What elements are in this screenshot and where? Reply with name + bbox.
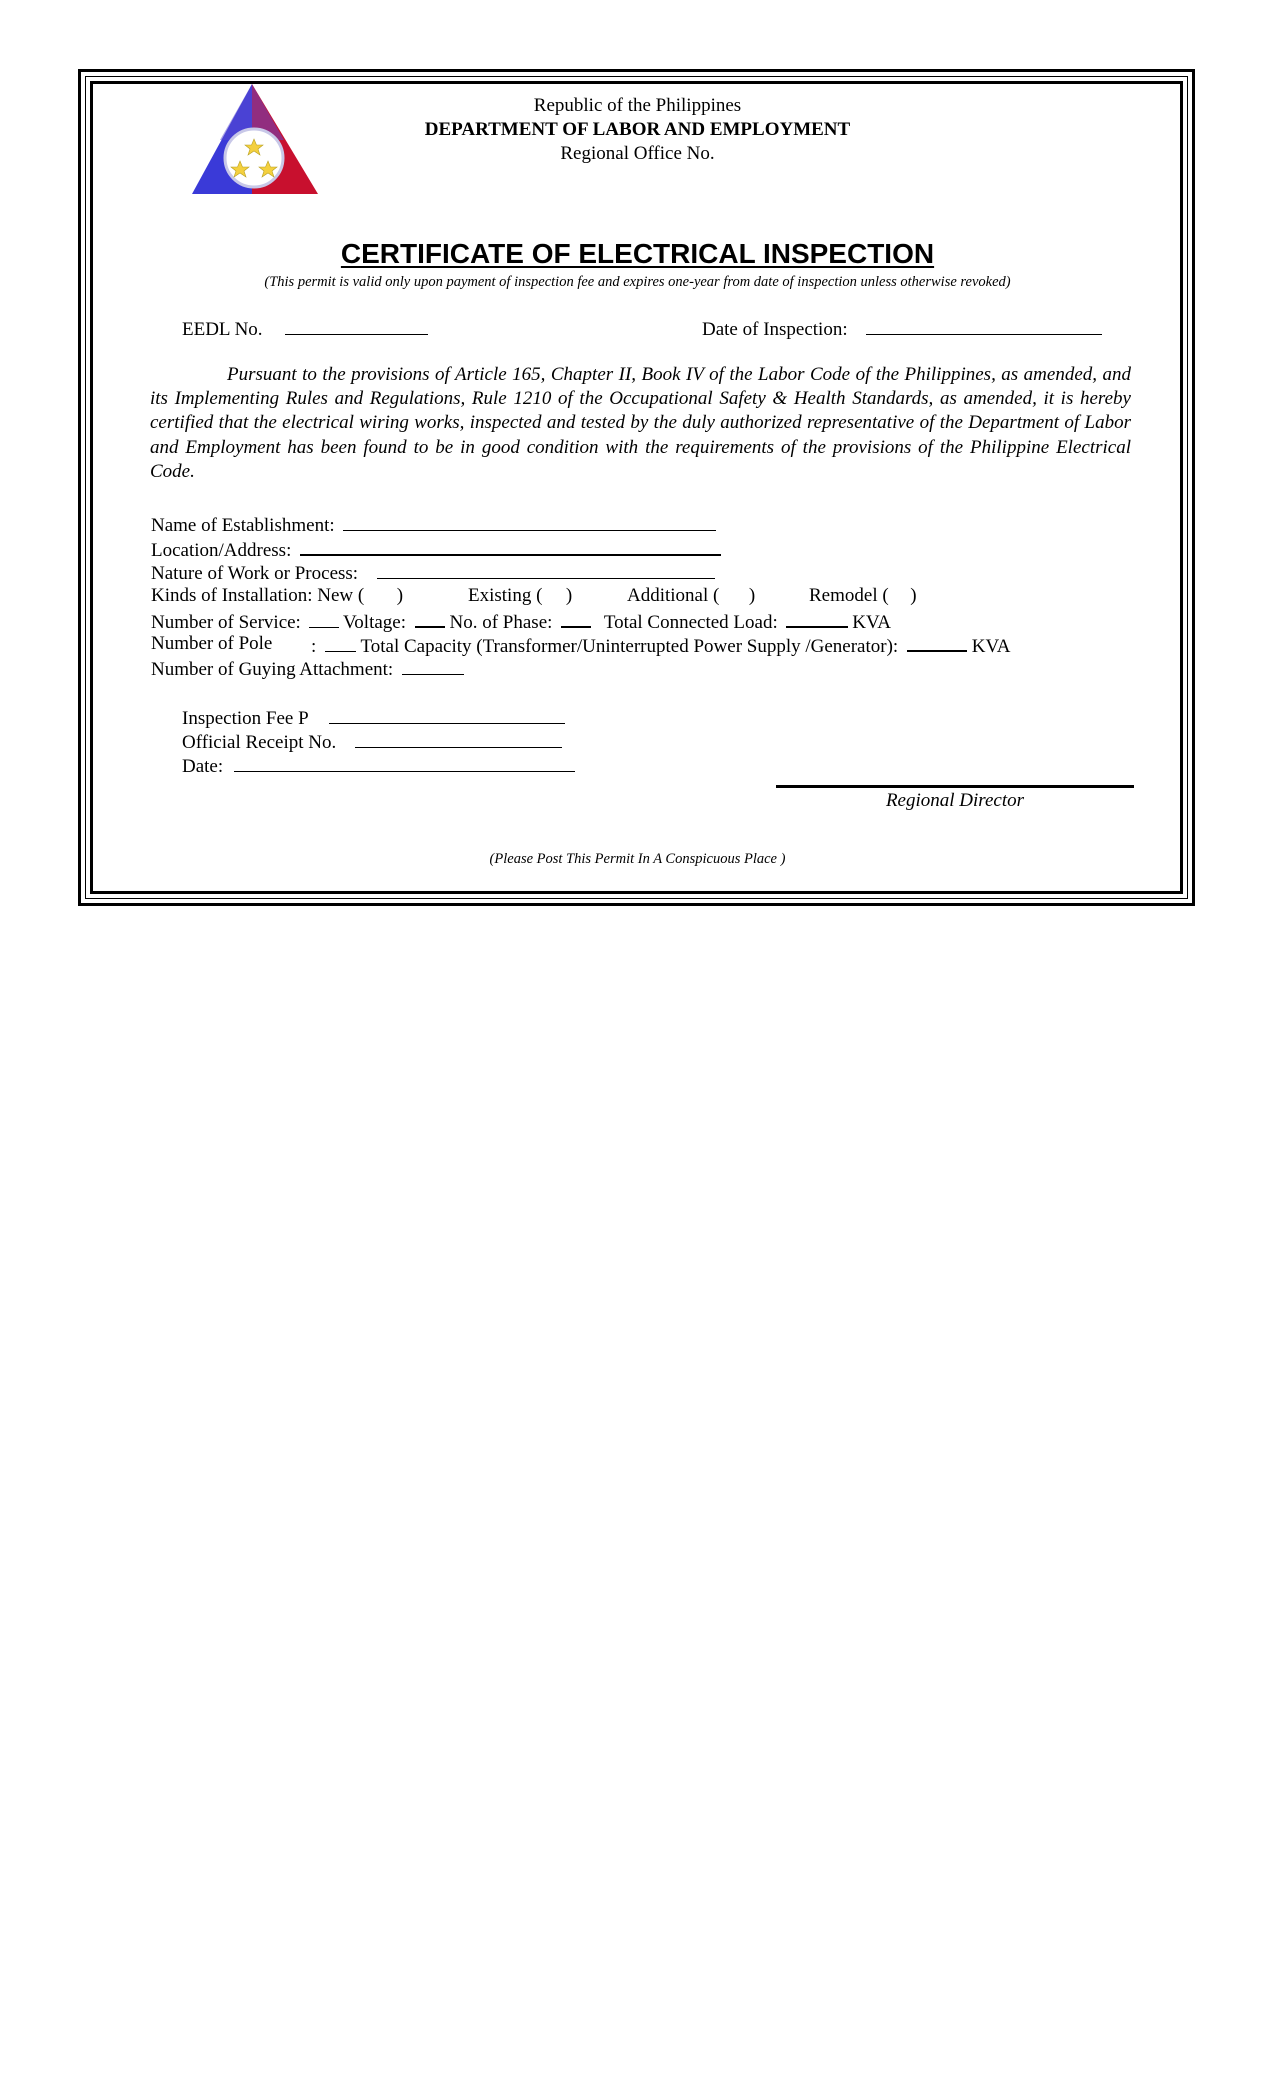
number-of-pole-label: Number of Pole: [151, 633, 273, 654]
inspection-fee-field: [182, 705, 565, 731]
post-permit-note: (Please Post This Permit In A Conspicuous Place ): [489, 851, 786, 867]
payment-date-field: [182, 753, 575, 779]
installation-new-close: ): [396, 585, 404, 606]
inspection-date-blank[interactable]: [866, 316, 1102, 335]
signature-line[interactable]: [776, 785, 1134, 788]
total-capacity-blank[interactable]: [907, 632, 967, 652]
pole-label-cell: [151, 632, 272, 656]
phase-blank[interactable]: [561, 608, 591, 628]
establishment-name-label: Name of Establishment:: [151, 515, 335, 536]
number-of-service-label: Number of Service:: [151, 612, 301, 633]
payment-date-blank[interactable]: [234, 753, 575, 772]
location-address-label: Location/Address:: [151, 540, 292, 561]
installation-existing-option: [468, 584, 572, 608]
eedl-number-label: EEDL No.: [182, 319, 263, 340]
establishment-name-blank[interactable]: [343, 512, 716, 531]
header-regional-office: Regional Office No.: [560, 143, 715, 164]
connected-load-label: Total Connected Load:: [603, 612, 778, 633]
total-capacity-label: Total Capacity (Transformer/Uninterrupted Power Supply /Generator):: [360, 636, 899, 657]
inspection-fee-label: Inspection Fee P: [182, 708, 308, 729]
inspection-fee-blank[interactable]: [329, 705, 565, 724]
connected-load-blank[interactable]: [786, 608, 848, 628]
installation-remodel-label: Remodel (: [809, 585, 889, 606]
installation-existing-close: ): [565, 585, 573, 606]
payment-date-label: Date:: [182, 756, 224, 777]
installation-existing-label: Existing (: [468, 585, 543, 606]
establishment-name-field: [151, 512, 716, 538]
location-address-blank[interactable]: [300, 536, 721, 556]
eedl-number-field: [182, 316, 428, 342]
nature-of-work-label: Nature of Work or Process:: [151, 563, 359, 584]
phase-label: No. of Phase:: [449, 612, 553, 633]
header-department: DEPARTMENT OF LABOR AND EMPLOYMENT: [424, 119, 851, 140]
installation-additional-label: Additional (: [627, 585, 720, 606]
guying-attachment-field: [151, 656, 464, 682]
certification-paragraph: Pursuant to the provisions of Article 165, Chapter II, Book IV of the Labor Code of the Philippines, as amended, and its Implementing Rules and Regulations, Rule 1210 of the Occupational Safety & Health Standards, as amended, it is hereby certified that the electrical wiring works, inspected and tested by the duly authorized representative of the Department of Labor and Employment has been found to be in good condition with the requirements of the provisions of the Philippine Electrical Code.: [150, 364, 1131, 482]
total-capacity-unit: KVA: [971, 636, 1011, 657]
number-of-pole-blank[interactable]: [325, 633, 356, 652]
certificate-title: CERTIFICATE OF ELECTRICAL INSPECTION: [340, 238, 935, 269]
guying-attachment-label: Number of Guying Attachment:: [151, 659, 394, 680]
installation-remodel-close: ): [910, 585, 917, 606]
official-receipt-field: [182, 729, 562, 755]
installation-additional-close: ): [748, 585, 756, 606]
pole-row: [311, 632, 1010, 659]
installation-kind-row: [151, 584, 403, 608]
pole-colon: :: [311, 636, 317, 657]
connected-load-unit: KVA: [852, 612, 891, 633]
installation-additional-option: [627, 584, 755, 608]
installation-remodel-option: [809, 584, 917, 608]
number-of-service-blank[interactable]: [309, 609, 339, 628]
location-address-field: [151, 536, 721, 563]
guying-attachment-blank[interactable]: [402, 656, 464, 675]
eedl-number-blank[interactable]: [285, 316, 428, 335]
inspection-date-label: Date of Inspection:: [702, 319, 848, 340]
voltage-blank[interactable]: [415, 608, 445, 628]
nature-of-work-field: [151, 560, 715, 586]
nature-of-work-blank[interactable]: [377, 560, 715, 579]
service-row: [151, 608, 891, 635]
installation-new-label: Kinds of Installation: New (: [151, 585, 365, 606]
header-republic: Republic of the Philippines: [533, 95, 742, 116]
official-receipt-label: Official Receipt No.: [182, 732, 337, 753]
regional-director-label: Regional Director: [885, 790, 1025, 811]
certificate-validity-note: (This permit is valid only upon payment of inspection fee and expires one-year from date of inspection unless otherwise revoked): [264, 274, 1011, 290]
voltage-label: Voltage:: [343, 612, 406, 633]
official-receipt-blank[interactable]: [355, 729, 562, 748]
inspection-date-field: [702, 316, 1102, 342]
